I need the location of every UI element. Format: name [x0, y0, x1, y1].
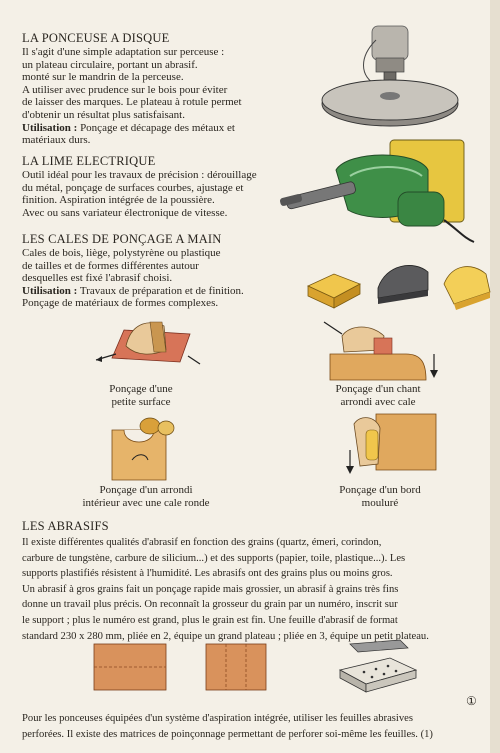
text-line: Il existe différentes qualités d'abrasif en fonction des grains (quartz, émeri, corindon, [22, 537, 382, 548]
text-line: carbure de tungstène, carbure de silicium...) et des supports (papier, toile, plastique...). Les [22, 552, 406, 564]
text-line: A utiliser avec prudence sur le bois pour éviter [22, 83, 228, 96]
utilisation-label: Utilisation : [22, 284, 78, 297]
text-line: finition. Aspiration intégrée de la poussière. [22, 194, 215, 207]
caption-inner-curve [56, 484, 236, 510]
caption-line: petite surface [111, 396, 171, 408]
sanding-small-surface-illustration [92, 316, 202, 378]
sanding-blocks-illustration [304, 254, 494, 314]
abrasive-sheet-folded-in-three [206, 644, 266, 690]
footnote-marker: ① [466, 694, 477, 708]
text-line: d'obtenir un résultat plus satisfaisant. [22, 108, 185, 121]
text-line: desquelles est fixé l'abrasif choisi. [22, 272, 173, 285]
caption-rounded-edge [308, 383, 448, 409]
caption-line: Ponçage d'une [109, 383, 173, 395]
text-line: Avec ou sans variateur électronique de vitesse. [22, 206, 228, 219]
text-lime-electrique [22, 169, 322, 219]
text-line: de tailles et de formes différentes autour [22, 259, 199, 272]
text-line: monté sur le mandrin de la perceuse. [22, 71, 184, 84]
caption-moulded-edge [310, 484, 450, 510]
sanding-moulded-edge-illustration [346, 410, 436, 476]
caption-line: mouluré [361, 497, 399, 509]
electric-file-illustration [278, 130, 478, 250]
caption-small-surface [86, 383, 196, 409]
caption-line: intérieur avec une cale ronde [82, 497, 210, 509]
heading-ponceuse-disque: LA PONCEUSE A DISQUE [22, 31, 170, 45]
text-ponceuse-disque [22, 46, 322, 147]
text-line: matériaux durs. [22, 134, 91, 147]
heading-abrasifs: LES ABRASIFS [22, 519, 109, 533]
disk-sander-illustration [320, 26, 470, 126]
text-line: standard 230 x 280 mm, pliée en 2, équipe un grand plateau ; pliée en 3, équipe un petit plateau. [22, 630, 429, 642]
text-line: perforées. Il existe des matrices de poinçonnage permettant de perforer soi-même les feuilles. (1) [22, 728, 433, 740]
text-line: Pour les ponceuses équipées d'un système d'aspiration intégrée, utiliser les feuilles abrasives [22, 713, 413, 724]
text-line: de laisser des marques. Le plateau à rotule permet [22, 96, 242, 109]
text-line: Un abrasif à gros grains fait un ponçage rapide mais grossier, un abrasif à grains très fins [22, 583, 399, 595]
text-line: donne un travail plus précis. On reconnaît la grosseur du grain par un numéro, inscrit sur [22, 599, 398, 611]
caption-line: arrondi avec cale [340, 396, 416, 408]
heading-lime-electrique: LA LIME ELECTRIQUE [22, 154, 156, 168]
text-abrasifs [22, 535, 492, 644]
text-line: supports plastifiés résistent à l'humidité. Les abrasifs ont des grains plus ou moins gros. [22, 568, 393, 580]
utilisation-label: Utilisation : [22, 121, 78, 134]
perforation-die-illustration [330, 640, 420, 698]
text-line: Il s'agit d'une simple adaptation sur perceuse : [22, 46, 225, 58]
text-line: Outil idéal pour les travaux de précision : dérouillage [22, 169, 257, 181]
text-line: le support ; plus le numéro est grand, plus le grain est fin. Une feuille d'abrasif de format [22, 614, 398, 626]
text-line: du métal, ponçage de surfaces courbes, ajustage et [22, 181, 244, 194]
utilisation-text: Ponçage et décapage des métaux et [77, 121, 235, 134]
utilisation-line [22, 122, 322, 135]
text-line: Ponçage de matériaux de formes complexes. [22, 297, 219, 310]
footnote-text [22, 711, 492, 742]
utilisation-text: Travaux de préparation et de finition. [77, 284, 244, 297]
abrasive-sheet-folded-in-two [94, 644, 166, 690]
heading-cales-poncage: LES CALES DE PONÇAGE A MAIN [22, 232, 222, 246]
utilisation-line [22, 285, 322, 298]
sanding-rounded-edge-illustration [322, 314, 442, 380]
caption-line: Ponçage d'un bord [339, 484, 421, 496]
caption-line: Ponçage d'un chant [335, 383, 421, 395]
caption-line: Ponçage d'un arrondi [99, 484, 193, 496]
text-cales-poncage [22, 247, 322, 310]
text-line: un plateau circulaire, portant un abrasif. [22, 58, 198, 71]
sanding-inner-curve-illustration [110, 410, 190, 480]
text-line: Cales de bois, liège, polystyrène ou plastique [22, 247, 221, 259]
